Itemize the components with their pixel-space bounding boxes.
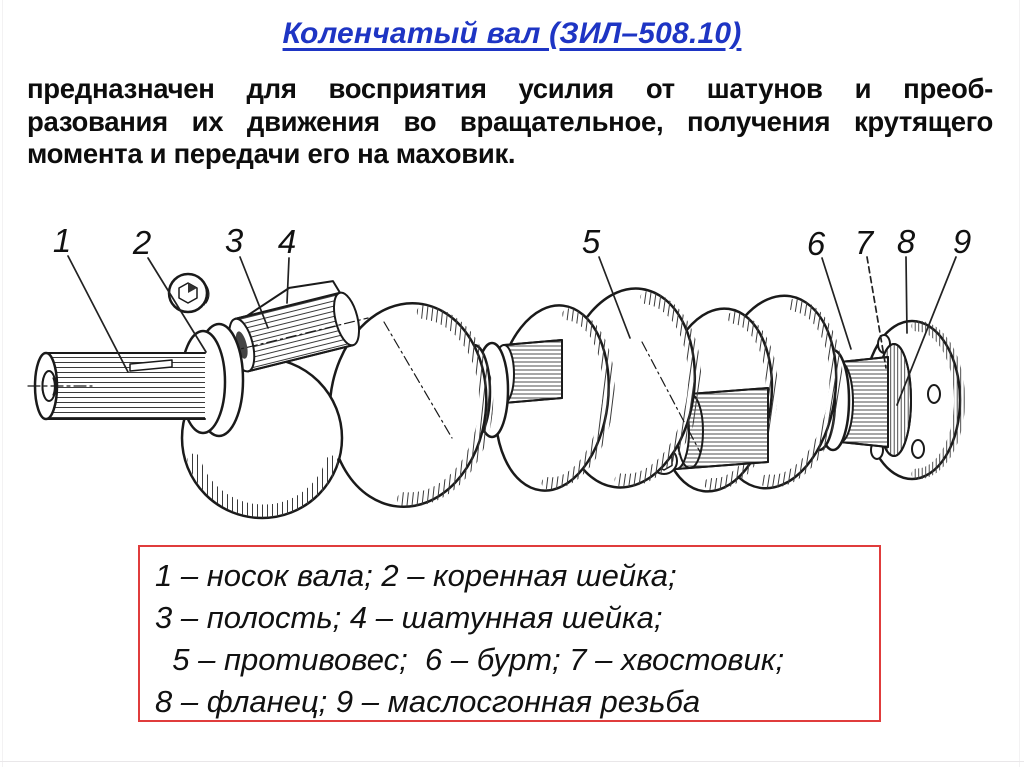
callout-numbers [53, 222, 971, 262]
callout-label-3: 3 [224, 222, 244, 259]
oil-plug [169, 274, 209, 312]
description-line-3: момента и передачи его на маховик. [27, 138, 516, 169]
legend-box [138, 545, 881, 722]
page-edge-bottom [0, 761, 1024, 762]
callout-label-7: 7 [854, 224, 874, 261]
callout-label-8: 8 [896, 223, 916, 260]
crankshaft-diagram [0, 215, 1024, 537]
legend-line-3: 5 – противовес; 6 – бурт; 7 – хвостовик; [155, 642, 785, 677]
callout-label-2: 2 [132, 224, 152, 261]
callout-label-6: 6 [806, 225, 826, 262]
legend-line-4: 8 – фланец; 9 – маслосгонная резьба [155, 684, 701, 719]
legend-line-1: 1 – носок вала; 2 – коренная шейка; [155, 558, 677, 593]
callout-label-1: 1 [52, 222, 72, 259]
callout-label-4: 4 [277, 223, 297, 260]
page-title: Коленчатый вал (ЗИЛ–508.10) [282, 17, 742, 50]
callout-label-9: 9 [952, 223, 972, 260]
description-line-2: разования их движения во вращательное, получения крутящего [27, 105, 993, 137]
legend-line-2: 3 – полость; 4 – шатунная шейка; [155, 600, 663, 635]
callout-label-5: 5 [581, 223, 601, 260]
description-line-1: предназначен для восприятия усилия от шатунов и преоб- [27, 73, 993, 104]
description-paragraph [27, 73, 993, 171]
